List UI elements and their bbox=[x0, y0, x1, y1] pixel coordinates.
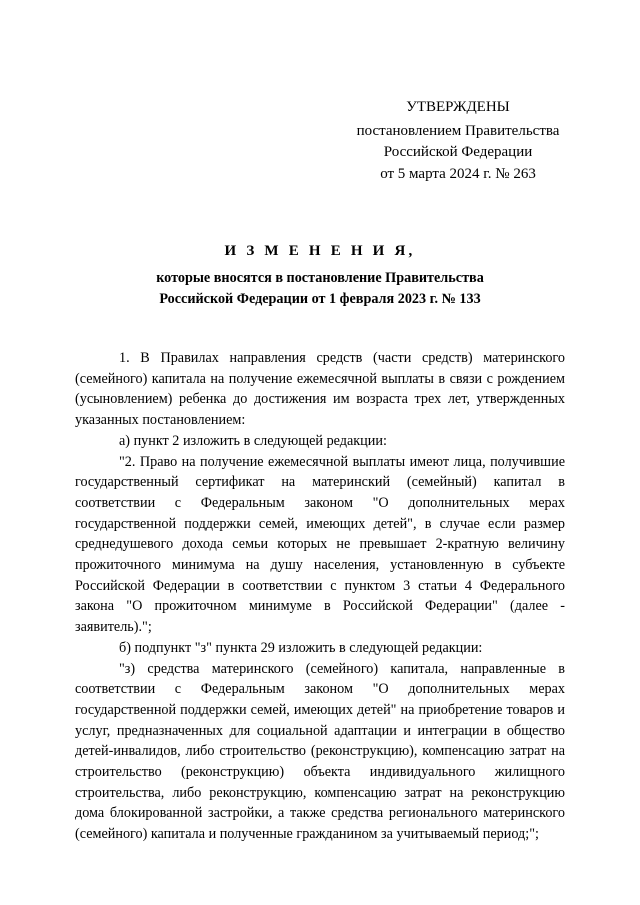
paragraph-1: 1. В Правилах направления средств (части средств) материнского (семейного) капитала на получение ежемесячной выплаты в связи с рождением (усыновлением) ребенка до достижения им возраста трех лет, утвержденных указанных постановлением: bbox=[75, 350, 565, 429]
document-body bbox=[75, 348, 565, 845]
paragraph-item-b: б) подпункт "з" пункта 29 изложить в следующей редакции: bbox=[119, 639, 483, 656]
subtitle-line-1: которые вносятся в постановление Правительства bbox=[156, 270, 484, 286]
paragraph-quote-z: "з) средства материнского (семейного) капитала, направленные в соответствии с Федеральным законом "О дополнительных мерах государственной поддержки семей, имеющих детей" на приобретение товаров и услуг, предназначенных для социальной адаптации и интеграции в общество детей-инвалидов, либо строительство (реконструкцию), компенсацию затрат на строительство (реконструкцию) объекта индивидуального жилищного строительства, либо реконструкцию, компенсацию затрат на реконструкцию дома блокированной застройки, а также средства регионального материнского (семейного) капитала и полученные гражданином за учитываемый период;"; bbox=[75, 660, 565, 843]
subtitle-line-2: Российской Федерации от 1 февраля 2023 г. № 133 bbox=[159, 291, 481, 307]
paragraph-item-a: а) пункт 2 изложить в следующей редакции: bbox=[119, 432, 387, 449]
approval-heading: УТВЕРЖДЕНЫ bbox=[406, 99, 510, 115]
document-title: И З М Е Н Е Н И Я, bbox=[224, 243, 416, 259]
approval-line-3: от 5 марта 2024 г. № 263 bbox=[380, 165, 536, 182]
document-subtitle bbox=[120, 268, 520, 310]
approval-stamp bbox=[340, 97, 576, 185]
paragraph-quote-2: "2. Право на получение ежемесячной выплаты имеют лица, получившие государственный сертификат на материнский (семейный) капитал в соответствии с Федеральным законом "О дополнительных мерах государственной поддержки семей, имеющих детей", в случае если размер среднедушевого дохода семьи которых не превышает 2-кратную величину прожиточного минимума на душу населения, установленную в субъекте Российской Федерации в соответствии с пунктом 3 статьи 4 Федерального закона "О прожиточном минимуме в Российской Федерации" (далее - заявитель)."; bbox=[75, 453, 565, 636]
approval-line-1: постановлением Правительства bbox=[356, 122, 560, 139]
approval-line-2: Российской Федерации bbox=[383, 144, 533, 160]
